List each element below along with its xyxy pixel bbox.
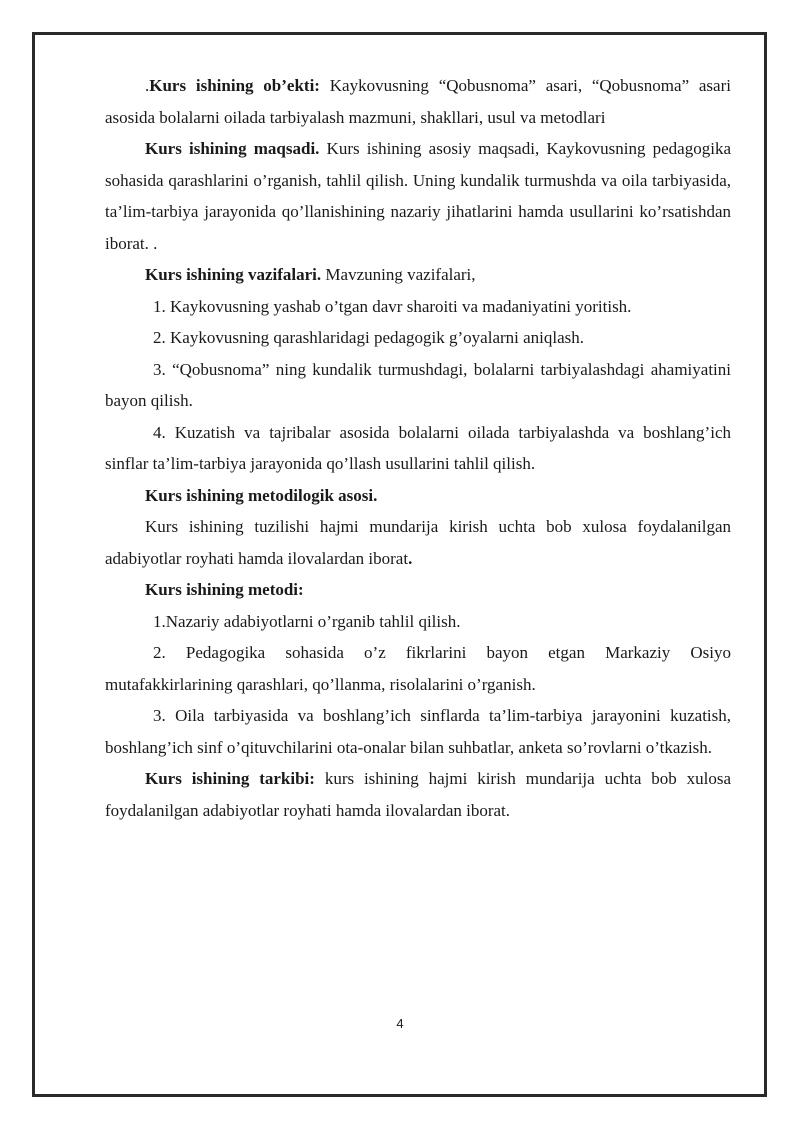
- tasks-paragraph: [105, 259, 731, 291]
- task-item: 1. Kaykovusning yashab o’tgan davr sharoiti va madaniyatini yoritish.: [153, 296, 632, 316]
- object-text: Kaykovusning “Qobusnoma” asari, “Qobusnoma” asari asosida bolalarni oilada tarbiyalash mazmuni, shakllari, usul va metodlari: [105, 76, 731, 127]
- tasks-heading: Kurs ishining vazifalari.: [145, 265, 322, 284]
- method-heading: Kurs ishining metodi:: [145, 580, 304, 599]
- goal-paragraph: [105, 133, 731, 259]
- goal-heading: Kurs ishining maqsadi.: [145, 139, 320, 158]
- basis-heading: Kurs ishining metodilogik asosi.: [145, 485, 378, 505]
- method-item: 2. Pedagogika sohasida o’z fikrlarini bayon etgan Markaziy Osiyo mutafakkirlarining qarashlari, qo’llanma, risolalarini o’rganish.: [105, 643, 731, 694]
- object-heading: Kurs ishining ob’ekti:: [149, 76, 320, 95]
- goal-text: Kurs ishining asosiy maqsadi, Kaykovusning pedagogika sohasida qarashlarini o’rganish, tahlil qilish. Uning kundalik turmushda va oila tarbiyasida, ta’lim-tarbiya jarayonida qo’llanishining nazariy jihatlarini hamda usullarini ko’rsatishdan iborat. .: [105, 139, 731, 253]
- method-heading-paragraph: [105, 574, 731, 606]
- basis-paragraph: [105, 511, 731, 574]
- basis-text: Kurs ishining tuzilishi hajmi mundarija kirish uchta bob xulosa foydalanilgan adabiyotlar royhati hamda ilovalardan iborat: [105, 517, 731, 568]
- task-item: 4. Kuzatish va tajribalar asosida bolalarni oilada tarbiyalashda va boshlang’ich sinflar ta’lim-tarbiya jarayonida qo’llash usullarini tahlil qilish.: [105, 422, 731, 473]
- method-item: 1.Nazariy adabiyotlarni o’rganib tahlil qilish.: [153, 611, 461, 631]
- basis-end: .: [408, 548, 413, 568]
- object-paragraph: [105, 70, 731, 133]
- document-body: [105, 70, 731, 826]
- task-item: 2. Kaykovusning qarashlaridagi pedagogik g’oyalarni aniqlash.: [153, 328, 585, 347]
- structure-paragraph: [105, 763, 731, 826]
- basis-heading-paragraph: [105, 480, 731, 512]
- page-number: 4: [396, 1016, 404, 1031]
- structure-heading: Kurs ishining tarkibi:: [145, 769, 315, 788]
- tasks-text: Mavzuning vazifalari,: [321, 265, 476, 284]
- object-lead: .: [145, 76, 150, 95]
- structure-text: kurs ishining hajmi kirish mundarija uchta bob xulosa foydalanilgan adabiyotlar royhati hamda ilovalardan iborat.: [105, 769, 731, 820]
- method-item: 3. Oila tarbiyasida va boshlang’ich sinflarda ta’lim-tarbiya jarayonini kuzatish, boshlang’ich sinf o’qituvchilarini ota-onalar bilan suhbatlar, anketa so’rovlarni o’tkazish.: [105, 706, 731, 757]
- task-item: 3. “Qobusnoma” ning kundalik turmushdagi, bolalarni tarbiyalashdagi ahamiyatini bayon qilish.: [105, 359, 731, 410]
